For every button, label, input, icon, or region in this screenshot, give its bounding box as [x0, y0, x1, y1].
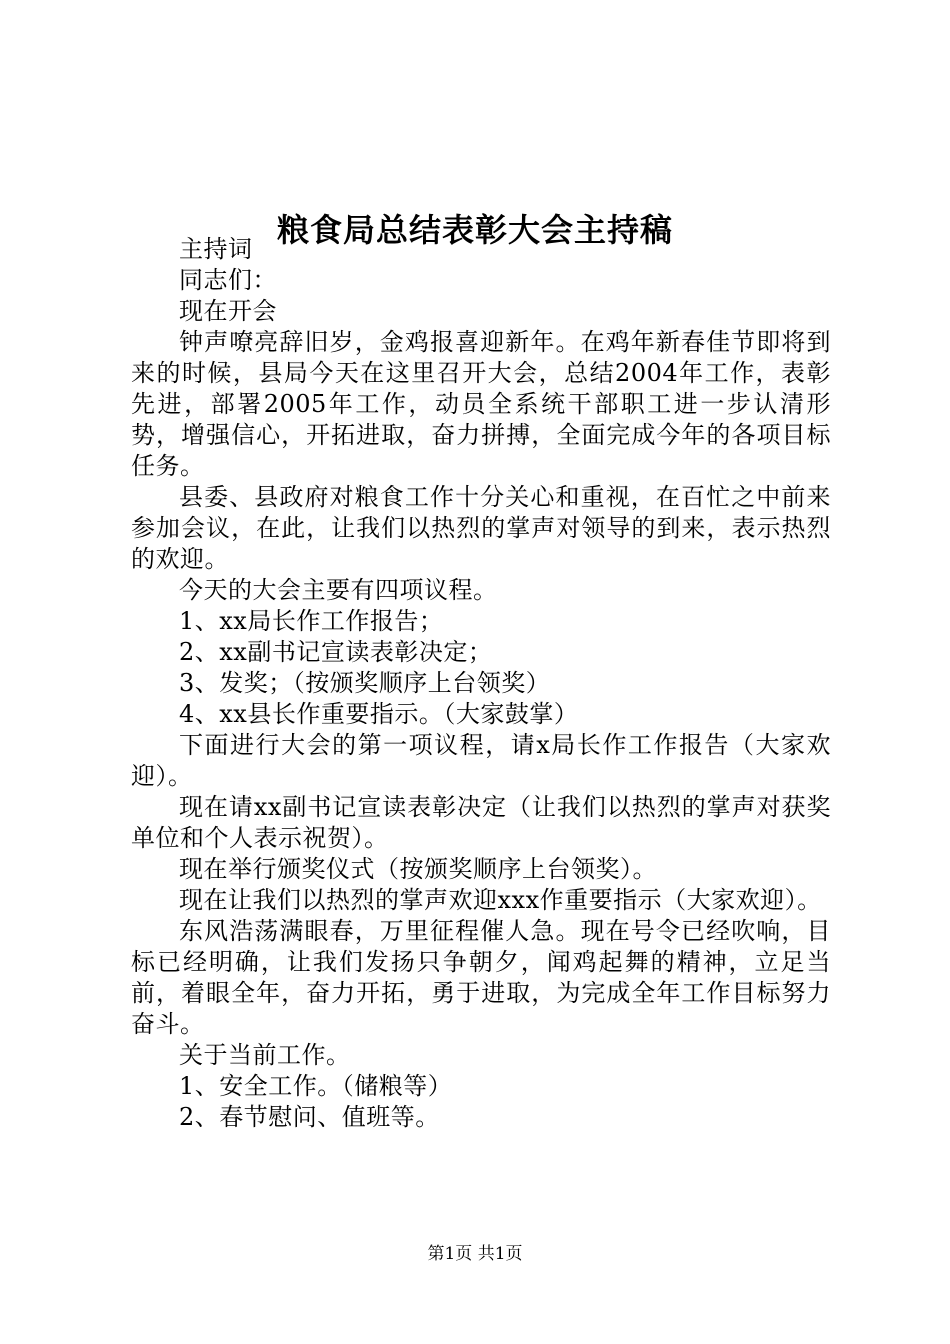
agenda-item-1: 1、xx局长作工作报告；: [179, 607, 444, 635]
paragraph-agenda-intro: 今天的大会主要有四项议程。: [179, 576, 498, 604]
paragraph-instructions: 现在让我们以热烈的掌声欢迎xxx作重要指示（大家欢迎）。: [179, 886, 822, 914]
work-item-2: 2、春节慰问、值班等。: [179, 1103, 440, 1131]
paragraph-award-ceremony: 现在举行颁奖仪式（按颁奖顺序上台领奖）。: [179, 855, 657, 883]
paragraph-commendation: 现在请xx副书记宣读表彰决定（让我们以热烈的掌声对获奖单位和个人表示祝贺）。: [131, 793, 831, 852]
agenda-item-2: 2、xx副书记宣读表彰决定；: [179, 638, 493, 666]
paragraph-first-agenda: 下面进行大会的第一项议程，请x局长作工作报告（大家欢迎）。: [131, 731, 831, 790]
paragraph-meeting-open: 现在开会: [179, 297, 277, 325]
work-item-1: 1、安全工作。（储粮等）: [179, 1072, 453, 1100]
paragraph-salutation: 同志们：: [179, 266, 277, 294]
paragraph-welcome-leaders: 县委、县政府对粮食工作十分关心和重视，在百忙之中前来参加会议，在此，让我们以热烈的掌声对领导的到来，表示热烈的欢迎。: [131, 483, 831, 573]
paragraph-current-work: 关于当前工作。: [179, 1041, 351, 1069]
agenda-item-3: 3、发奖；（按颁奖顺序上台领奖）: [179, 669, 551, 697]
page-footer: 第1页 共1页: [427, 1244, 523, 1264]
document-title: 粮食局总结表彰大会主持稿: [276, 211, 673, 250]
paragraph-closing: 东风浩荡满眼春，万里征程催人急。现在号令已经吹响，目标已经明确，让我们发扬只争朝夕，闻鸡起舞的精神，立足当前，着眼全年，奋力开拓，勇于进取，为完成全年工作目标努力奋斗。: [131, 917, 831, 1038]
document-body: [131, 234, 831, 1133]
paragraph-host-word: 主持词: [179, 235, 253, 263]
paragraph-opening-remarks: 钟声嘹亮辞旧岁，金鸡报喜迎新年。在鸡年新春佳节即将到来的时候，县局今天在这里召开大会，总结2004年工作，表彰先进，部署2005年工作，动员全系统干部职工进一步认清形势，增强信心，开拓进取，奋力拼搏，全面完成今年的各项目标任务。: [131, 328, 831, 480]
agenda-item-4: 4、xx县长作重要指示。（大家鼓掌）: [179, 700, 579, 728]
